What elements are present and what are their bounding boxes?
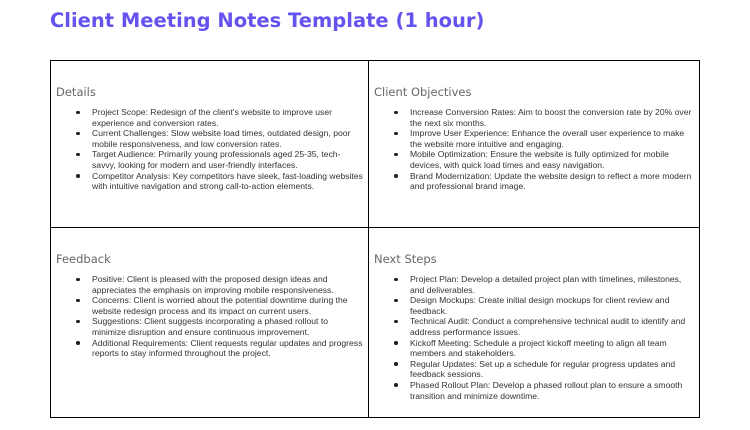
list-item [410, 338, 694, 359]
feedback-heading: Feedback [56, 252, 111, 266]
bullet-icon [394, 111, 398, 115]
details-list [56, 107, 363, 192]
client-objectives-heading: Client Objectives [374, 85, 472, 99]
bullet-icon [394, 278, 398, 282]
list-item [92, 128, 363, 149]
list-item [410, 149, 694, 170]
client-objectives-cell[interactable] [369, 61, 700, 228]
list-item-text: Improve User Experience: Enhance the overall user experience to make the website more intuitive and engaging. [410, 128, 685, 149]
feedback-list [56, 274, 363, 359]
feedback-cell[interactable] [51, 228, 369, 418]
list-item-text: Regular Updates: Set up a schedule for regular progress updates and feedback sessions. [410, 358, 676, 380]
list-item [92, 107, 363, 128]
table-row [51, 228, 700, 418]
list-item-text: Technical Audit: Conduct a comprehensive technical audit to identify and address performance issues. [410, 316, 686, 337]
bullet-icon [76, 341, 80, 345]
details-cell[interactable] [51, 61, 369, 228]
list-item-text: Design Mockups: Create initial design mockups for client review and feedback. [410, 295, 670, 316]
client-objectives-list [374, 107, 694, 192]
bullet-icon [394, 153, 398, 157]
list-item-text: Positive: Client is pleased with the proposed design ideas and appreciates the emphasis on improving mobile responsiveness. [92, 274, 334, 295]
next-steps-heading: Next Steps [374, 252, 437, 266]
bullet-icon [76, 174, 80, 178]
list-item [410, 171, 694, 192]
bullet-icon [394, 320, 398, 324]
next-steps-cell[interactable] [369, 228, 700, 418]
list-item [92, 338, 363, 359]
document-title: Client Meeting Notes Template (1 hour) [50, 9, 485, 32]
list-item [92, 149, 363, 170]
list-item-text: Concerns: Client is worried about the potential downtime during the website redesign process and its impact on current users. [92, 295, 348, 316]
list-item-text: Current Challenges: Slow website load times, outdated design, poor mobile responsiveness, and low conversion rates. [92, 128, 351, 149]
list-item-text: Competitor Analysis: Key competitors have sleek, fast-loading websites with intuitive navigation and strong call-to-action elements. [92, 170, 363, 192]
list-item [92, 316, 363, 337]
list-item [410, 359, 694, 380]
bullet-icon [76, 132, 80, 136]
list-item-text: Suggestions: Client suggests incorporating a phased rollout to minimize disruption and ensure continuous improvement. [92, 316, 328, 337]
bullet-icon [394, 383, 398, 387]
list-item-text: Additional Requirements: Client requests regular updates and progress reports to stay informed throughout the project. [92, 337, 363, 359]
bullet-icon [394, 341, 398, 345]
bullet-icon [76, 153, 80, 157]
list-item-text: Increase Conversion Rates: Aim to boost the conversion rate by 20% over the next six months. [410, 107, 692, 128]
list-item [410, 128, 694, 149]
bullet-icon [76, 320, 80, 324]
list-item [410, 295, 694, 316]
bullet-icon [76, 111, 80, 115]
list-item [92, 295, 363, 316]
list-item [410, 316, 694, 337]
list-item [410, 380, 694, 401]
list-item-text: Brand Modernization: Update the website design to reflect a more modern and professional brand image. [410, 170, 692, 192]
list-item-text: Project Scope: Redesign of the client's website to improve user experience and conversion rates. [92, 107, 332, 128]
list-item [410, 107, 694, 128]
bullet-icon [76, 278, 80, 282]
details-heading: Details [56, 85, 96, 99]
bullet-icon [394, 132, 398, 136]
meeting-notes-table [50, 60, 700, 418]
list-item-text: Target Audience: Primarily young professionals aged 25-35, tech-savvy, looking for modern and user-friendly interfaces. [92, 149, 341, 170]
list-item-text: Phased Rollout Plan: Develop a phased rollout plan to ensure a smooth transition and minimize downtime. [410, 379, 683, 401]
table-row [51, 61, 700, 228]
list-item-text: Mobile Optimization: Ensure the website is fully optimized for mobile devices, with quick load times and easy navigation. [410, 149, 669, 170]
list-item [92, 171, 363, 192]
list-item-text: Project Plan: Develop a detailed project plan with timelines, milestones, and deliverables. [410, 274, 682, 295]
next-steps-list [374, 274, 694, 401]
list-item-text: Kickoff Meeting: Schedule a project kickoff meeting to align all team members and stakeholders. [410, 337, 667, 359]
list-item [410, 274, 694, 295]
bullet-icon [394, 299, 398, 303]
list-item [92, 274, 363, 295]
bullet-icon [394, 174, 398, 178]
bullet-icon [394, 362, 398, 366]
bullet-icon [76, 299, 80, 303]
